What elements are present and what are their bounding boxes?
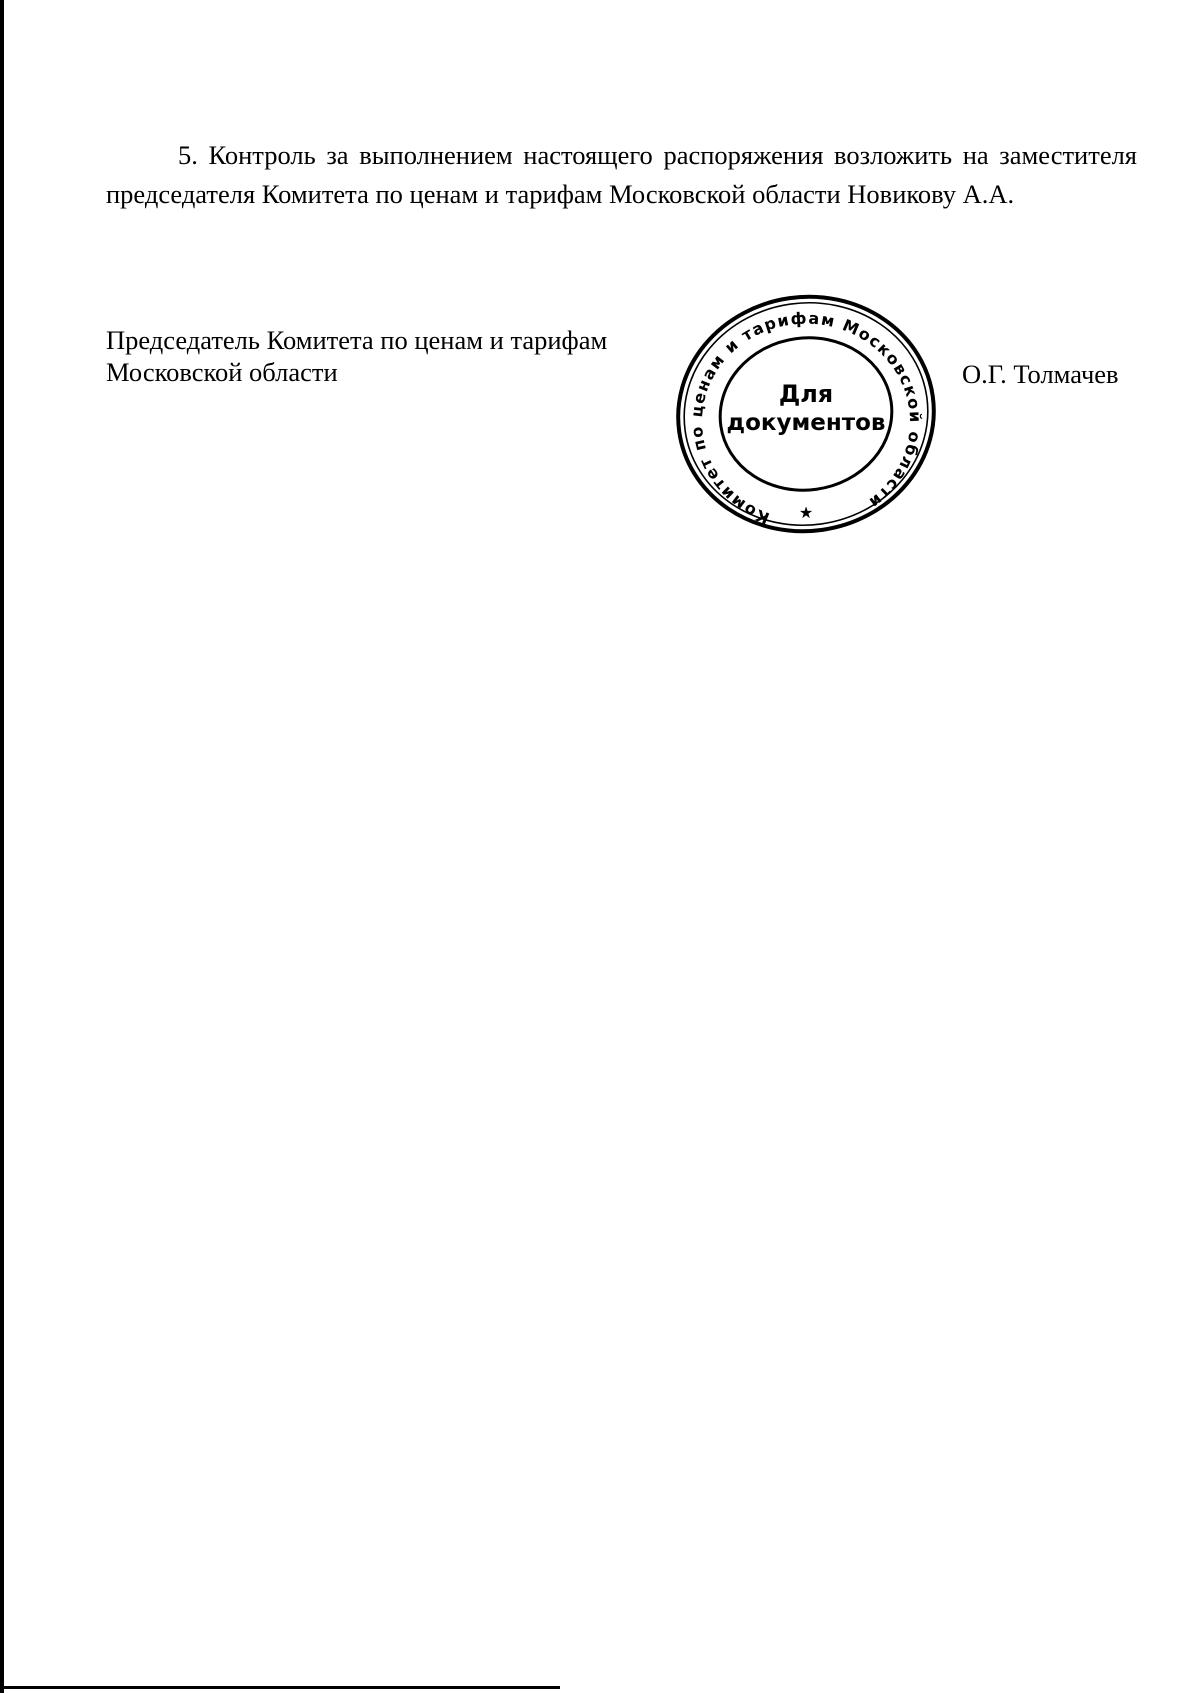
- seal-star: ★: [798, 503, 814, 522]
- signer-position-line-1: Председатель Комитета по ценам и тарифам: [106, 325, 608, 355]
- signer-position-line-2: Московской области: [106, 357, 338, 387]
- official-seal: [670, 290, 942, 538]
- scan-edge-bottom: [0, 1686, 560, 1689]
- seal-ring-text: Комитет по ценам и тарифам Московской области: [686, 308, 926, 528]
- paragraph-5: 5. Контроль за выполнением настоящего распоряжения возложить на заместителя председателя Комитета по ценам и тарифам Московской области Новикову А.А.: [106, 140, 1137, 209]
- signer-name: О.Г. Толмачев: [962, 359, 1119, 389]
- seal-center-line-2: документов: [726, 410, 886, 436]
- signer-position: [106, 324, 666, 388]
- seal-center-line-1: Для: [778, 380, 834, 408]
- scan-edge-left: [0, 0, 4, 1693]
